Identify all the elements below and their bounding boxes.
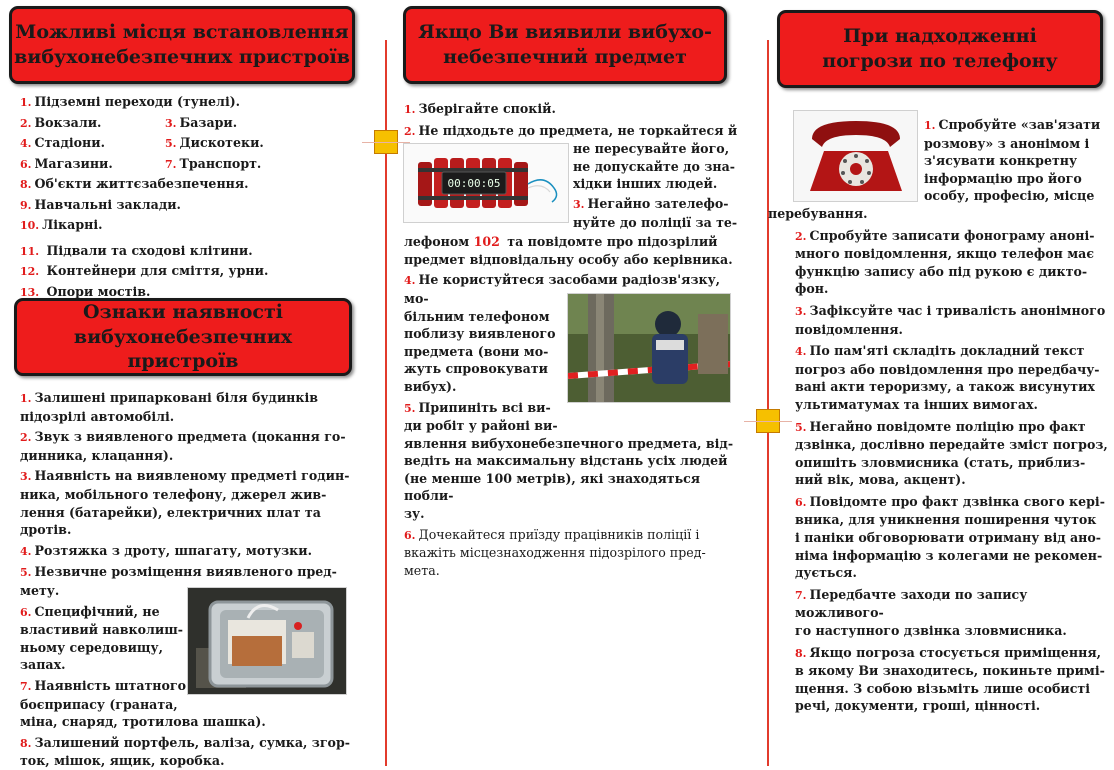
list-item: 1. Зберігайте спокій. [404, 101, 556, 116]
phone-threat-steps [768, 116, 1110, 715]
list-item: перебування. [768, 205, 868, 221]
header-line: Можливі місця встановлення [15, 21, 349, 44]
list-item: не пересувайте його, не допускайте до зна- хідки інших людей. [573, 141, 735, 192]
list-item: 1. Спробуйте «зав'язати розмову» з анонімом і з'ясувати конкретну інформацію про його особу, професію, місце [924, 117, 1101, 204]
places-list [20, 92, 370, 302]
header-line: При надходженні [843, 25, 1037, 48]
header-line: Ознаки наявності [83, 300, 283, 323]
header-line: вибухонебезпечних пристроїв [73, 325, 293, 373]
list-item: 13. Опори мостів. [20, 283, 151, 299]
signs-list [20, 389, 360, 770]
list-item: 2. Вокзали. 3. Базари. [20, 113, 370, 134]
header-installation-places [9, 6, 355, 84]
list-item: 6. Повідомте про факт дзвінка свого кері- вника, для уникнення поширення чуток і паніки обговорювати отриману від ано- німа інформацію з колегами не рекомен- дується. [795, 493, 1105, 581]
list-item: 3. Зафіксуйте час і тривалість анонімного повідомлення. [795, 302, 1106, 337]
list-item: 6. Магазини. 7. Транспорт. [20, 154, 370, 175]
list-item: 2. Спробуйте записати фонограму аноні- много повідомлення, якщо телефон має функцію запису або під рукою є дикто- фон. [795, 227, 1095, 297]
header-found-object [403, 6, 727, 84]
list-item: 5. Дискотеки. [165, 135, 264, 150]
list-item: 1. Підземні переходи (тунелі). [20, 94, 241, 109]
list-item: 3. Наявність на виявленому предметі годин- ника, мобільного телефону, джерел жив- лення (батарейки), електричних плат та дротів. [20, 468, 350, 538]
suspicious-box-icon [188, 588, 347, 695]
header-line: Якщо Ви виявили вибухо- [418, 21, 712, 44]
header-line: вибухонебезпечних пристроїв [14, 46, 350, 68]
list-item: 4. Стадіони. 5. Дискотеки. [20, 133, 370, 154]
fold-marker-left [374, 130, 398, 154]
list-item: 12. Контейнери для сміття, урни. [20, 263, 269, 278]
list-item: 1. Залишені припарковані біля будинків підозрілі автомобілі. [20, 390, 319, 424]
list-item: 11. Підвали та сходові клітини. [20, 242, 253, 258]
list-item: 5. Негайно повідомте поліцію про факт дзвінка, дослівно передайте зміст погроз, опишіть зловмисника (стать, приблиз- ний вік, мова, акцент). [795, 418, 1108, 488]
header-line: погрози по телефону [822, 50, 1058, 72]
timer-display: 00:00:05 [447, 177, 501, 190]
list-item: 5. Незвичне розміщення виявленого пред- мету. [20, 564, 337, 598]
list-item: 8. Об'єкти життєзабезпечення. [20, 176, 249, 191]
list-item: 3. Базари. [165, 114, 238, 130]
column-divider-right [767, 40, 769, 766]
list-item: лефоном 102 та повідомте про підозрілий предмет відповідальну особу або керівника. [404, 234, 733, 267]
list-item: 10. Лікарні. [20, 217, 103, 232]
list-item: 5. Припиніть всі ви- ди робіт у районі ви- явлення вибухонебезпечного предмета, від- ведіть на максимальну відстань усіх людей (не менше 100 метрів), які знаходяться побли- зу. [404, 399, 734, 522]
list-item: більним телефоном поблизу виявленого предмета (вони мо- жуть спровокувати вибух). [404, 308, 556, 394]
list-item: 2. Звук з виявленого предмета (цокання го- динника, клацання). [20, 429, 346, 463]
list-item: 7. Транспорт. [165, 155, 262, 171]
list-item: 6. Специфічний, не властивий навколиш- ньому середовищу, запах. [20, 603, 184, 673]
list-item: 4. Розтяжка з дроту, шпагату, мотузки. [20, 542, 312, 558]
header-phone-threat [777, 10, 1103, 88]
list-item: 4. Не користуйтеся засобами радіозв'язку, мо- [404, 272, 721, 306]
suspicious-box-image [187, 587, 347, 695]
list-item: 7. Наявність штатного боєприпасу (граната, міна, снаряд, тротилова шашка). [20, 677, 266, 730]
bomb-disposal-officer-image [567, 293, 731, 403]
list-item: 3. Негайно зателефо- нуйте до поліції за те- [573, 195, 738, 230]
fold-marker-right [756, 409, 780, 433]
header-line: небезпечний предмет [443, 46, 687, 68]
header-signs [14, 298, 352, 376]
list-item: 7. Передбачте заходи по запису можливого- го наступного дзвінка зловмисника. [795, 586, 1067, 639]
list-item: 2. Не підходьте до предмета, не торкайтеся й [404, 122, 738, 138]
list-item: 8. Якщо погроза стосується приміщення, в якому Ви знаходитесь, покиньте примі- щення. З собою візьміть лише особисті речі, документи, гроші, цінності. [795, 644, 1105, 714]
list-item: 6. Дочекайтеся приїзду працівників поліції і вкажіть місцезнаходження підозрілого пред- мета. [404, 526, 706, 578]
list-item: 4. По пам'яті складіть докладний текст погроз або повідомлення про передбачу- вані акти тероризму, а також висунутих ультиматумах та інших вимогах. [795, 343, 1100, 412]
officer-icon [568, 294, 731, 403]
list-item: 8. Залишений портфель, валіза, сумка, згор- ток, мішок, ящик, коробка. [20, 734, 350, 769]
list-item: 9. Навчальні заклади. [20, 196, 181, 212]
